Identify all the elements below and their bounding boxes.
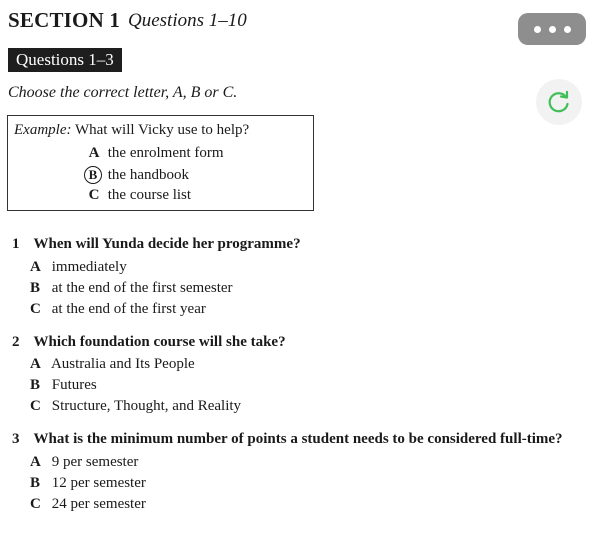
question-2: [12, 334, 286, 351]
question-1-option-b[interactable]: [30, 280, 233, 297]
refresh-icon: [546, 89, 572, 115]
option-letter: A: [30, 454, 41, 470]
question-text: When will Yunda decide her programme?: [33, 236, 301, 252]
option-letter: B: [30, 475, 41, 491]
option-letter: B: [30, 280, 41, 296]
option-text: 9 per semester: [51, 454, 139, 470]
section-title: SECTION 1: [8, 8, 121, 32]
refresh-button[interactable]: [536, 79, 582, 125]
option-letter-wrap: [84, 166, 104, 184]
question-2-option-b[interactable]: [30, 377, 97, 394]
question-number: 2: [12, 334, 20, 350]
option-letter: A: [30, 356, 41, 372]
question-1: [12, 236, 301, 253]
example-option: [84, 187, 191, 204]
option-text: Structure, Thought, and Reality: [51, 398, 242, 414]
question-3-option-a[interactable]: [30, 454, 138, 471]
circled-option-letter: B: [84, 166, 102, 184]
question-text: What is the minimum number of points a student needs to be considered full-time?: [33, 431, 563, 447]
option-letter: C: [30, 496, 41, 512]
more-options-icon: [534, 26, 541, 33]
option-text: Australia and Its People: [50, 356, 195, 372]
option-letter: A: [88, 145, 100, 161]
question-1-option-a[interactable]: [30, 259, 127, 276]
example-question: What will Vicky use to help?: [74, 122, 250, 138]
example-question-line: [14, 122, 249, 139]
option-letter: B: [30, 377, 41, 393]
option-letter: A: [30, 259, 41, 275]
question-number: 1: [12, 236, 20, 252]
question-text: Which foundation course will she take?: [33, 334, 286, 350]
section-questions-range: Questions 1–10: [128, 10, 247, 31]
option-text: immediately: [51, 259, 127, 275]
option-text: the course list: [107, 187, 192, 203]
example-box: [7, 115, 314, 211]
more-dot-3: [564, 26, 571, 33]
example-option-selected: [84, 166, 189, 184]
more-options-button[interactable]: [518, 13, 586, 45]
question-1-option-c[interactable]: [30, 301, 206, 318]
question-3-option-c[interactable]: [30, 496, 146, 513]
questions-group-header: Questions 1–3: [8, 48, 122, 72]
instruction-text: Choose the correct letter, A, B or C.: [8, 84, 238, 101]
example-label: Example:: [14, 122, 72, 138]
option-text: 24 per semester: [51, 496, 146, 512]
option-text: at the end of the first semester: [51, 280, 233, 296]
option-text: the handbook: [107, 167, 189, 183]
more-dot-2: [549, 26, 556, 33]
option-text: 12 per semester: [51, 475, 146, 491]
option-text: at the end of the first year: [51, 301, 206, 317]
option-letter: C: [88, 187, 100, 203]
question-number: 3: [12, 431, 20, 447]
option-text: Futures: [51, 377, 97, 393]
option-letter: C: [30, 398, 41, 414]
option-text: the enrolment form: [107, 145, 224, 161]
example-option: [84, 145, 224, 162]
question-2-option-a[interactable]: [30, 356, 195, 373]
question-3-option-b[interactable]: [30, 475, 146, 492]
option-letter: C: [30, 301, 41, 317]
question-3: [12, 431, 563, 448]
question-2-option-c[interactable]: [30, 398, 241, 415]
